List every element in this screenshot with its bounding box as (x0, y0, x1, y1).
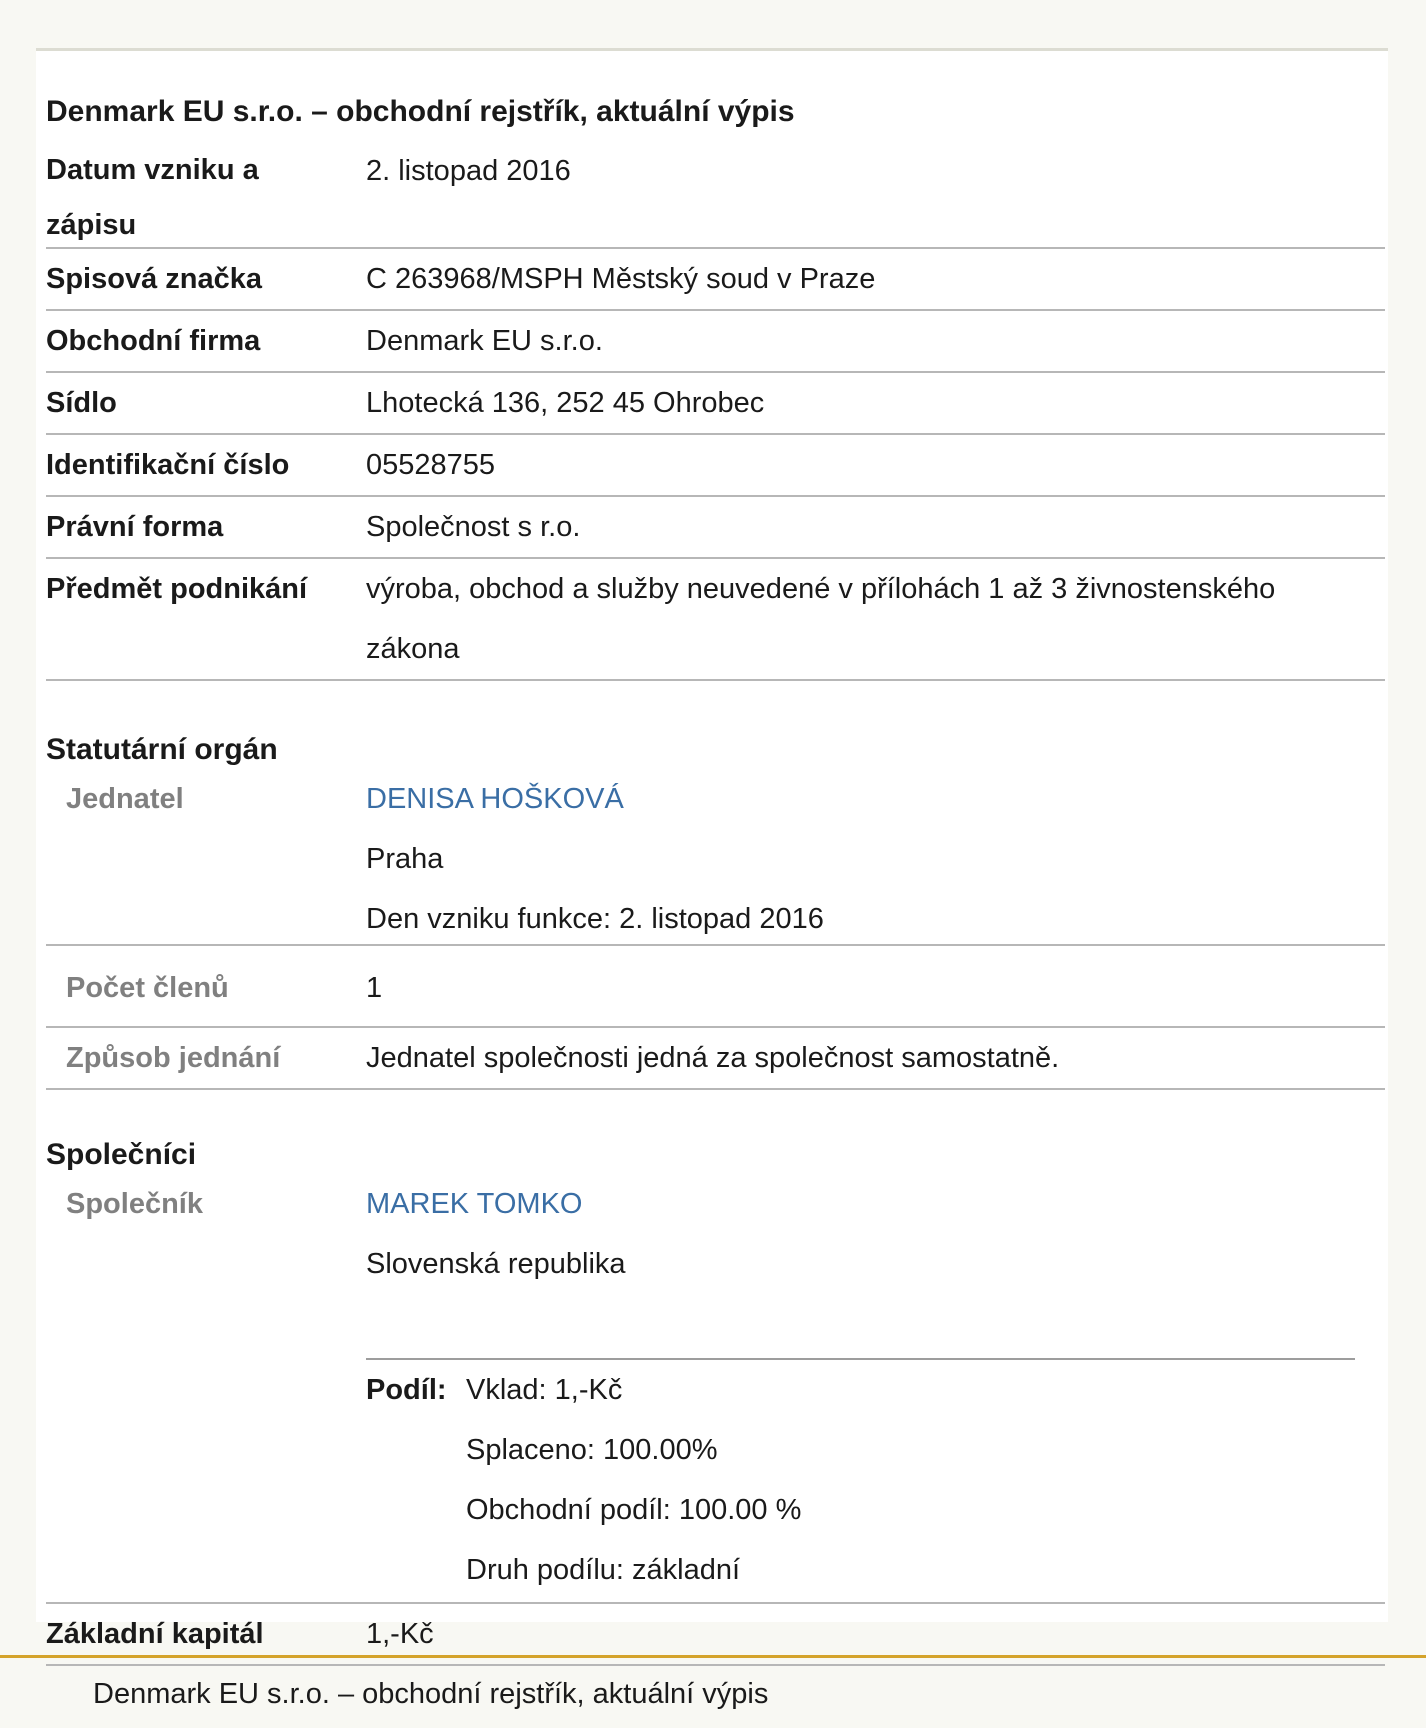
label-identifikacni-cislo: Identifikační číslo (46, 449, 290, 481)
row-obchodni-firma (46, 311, 1385, 373)
value-zpusob-jednani: Jednatel společnosti jedná za společnost samostatně. (366, 1042, 1060, 1074)
share-lines (466, 1360, 801, 1600)
value-obchodni-firma: Denmark EU s.r.o. (366, 325, 603, 357)
label-zpusob-jednani: Způsob jednání (66, 1042, 281, 1074)
footer-title: Denmark EU s.r.o. – obchodní rejstřík, aktuální výpis (93, 1678, 769, 1710)
label-spolecnik: Společník (66, 1188, 203, 1220)
label-podil: Podíl: (366, 1374, 447, 1406)
row-sidlo (46, 373, 1385, 435)
jednatel-details (366, 769, 1375, 949)
value-identifikacni-cislo: 05528755 (366, 449, 496, 481)
footer-divider (0, 1655, 1426, 1658)
row-pocet-clenu (46, 946, 1385, 1028)
link-spolecnik-name[interactable]: MAREK TOMKO (366, 1188, 583, 1220)
value-pravni-forma: Společnost s r.o. (366, 511, 581, 543)
jednatel-since: Den vzniku funkce: 2. listopad 2016 (366, 903, 824, 935)
row-spolecnik (46, 1172, 1385, 1604)
label-datum-vzniku: Datum vzniku a zápisu (46, 154, 259, 241)
row-predmet-podnikani (46, 559, 1385, 681)
section-statutarni-organ: Statutární orgán (46, 733, 278, 766)
row-datum-vzniku (46, 141, 1385, 249)
share-druh-podilu: Druh podílu: základní (466, 1554, 741, 1586)
label-pocet-clenu: Počet členů (66, 972, 229, 1004)
value-datum-vzniku: 2. listopad 2016 (366, 155, 571, 187)
spolecnik-details (366, 1174, 1375, 1294)
link-jednatel-name[interactable]: DENISA HOŠKOVÁ (366, 783, 624, 815)
label-predmet-podnikani: Předmět podnikání (46, 573, 308, 605)
label-spisova-znacka: Spisová značka (46, 263, 262, 295)
value-sidlo: Lhotecká 136, 252 45 Ohrobec (366, 387, 765, 419)
value-pocet-clenu: 1 (366, 972, 383, 1004)
label-zakladni-kapital: Základní kapitál (46, 1618, 264, 1650)
page-title: Denmark EU s.r.o. – obchodní rejstřík, aktuální výpis (46, 95, 795, 128)
share-obchodni-podil: Obchodní podíl: 100.00 % (466, 1494, 802, 1526)
value-predmet-podnikani: výroba, obchod a služby neuvedené v přílohách 1 až 3 živnostenského zákona (366, 573, 1276, 665)
label-jednatel: Jednatel (66, 783, 184, 815)
share-vklad: Vklad: 1,-Kč (466, 1374, 623, 1406)
jednatel-city: Praha (366, 843, 444, 875)
value-spisova-znacka: C 263968/MSPH Městský soud v Praze (366, 263, 876, 295)
row-identifikacni-cislo (46, 435, 1385, 497)
label-sidlo: Sídlo (46, 387, 117, 419)
spolecnik-country: Slovenská republika (366, 1248, 626, 1280)
value-zakladni-kapital: 1,-Kč (366, 1618, 434, 1650)
share-splaceno: Splaceno: 100.00% (466, 1434, 718, 1466)
share-box (366, 1358, 1355, 1600)
section-spolecnici: Společníci (46, 1138, 197, 1171)
label-pravni-forma: Právní forma (46, 511, 224, 543)
label-obchodni-firma: Obchodní firma (46, 325, 261, 357)
registry-extract-panel (36, 51, 1388, 1650)
row-zpusob-jednani (46, 1028, 1385, 1090)
row-pravni-forma (46, 497, 1385, 559)
row-jednatel (46, 767, 1385, 946)
row-spisova-znacka (46, 249, 1385, 311)
